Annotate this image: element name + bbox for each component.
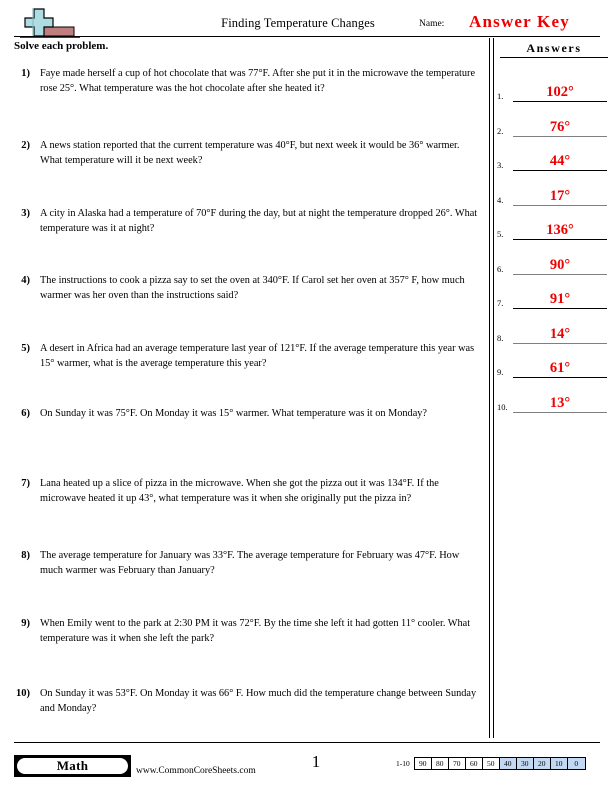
problem-number: 7) — [21, 478, 30, 489]
answers-heading: Answers — [500, 41, 608, 58]
problem-number: 6) — [21, 408, 30, 419]
answer-index: 8. — [497, 332, 504, 343]
answer-row — [497, 379, 609, 413]
problem-item — [14, 406, 480, 421]
problem-item — [14, 138, 480, 168]
grading-scale-cell: 50 — [483, 758, 500, 769]
problem-number: 9) — [21, 618, 30, 629]
answer-value: 17° — [549, 187, 571, 204]
answer-value: 13° — [549, 394, 571, 411]
answer-value: 90° — [549, 256, 571, 273]
grading-scale — [396, 757, 586, 770]
problem-item — [14, 686, 480, 716]
problem-text: A desert in Africa had an average temperature last year of 121°F. If the average temperature this year was 15° warmer, what is the average temperature this year? — [40, 343, 475, 369]
answer-value: 102° — [546, 84, 574, 100]
grading-scale-cell: 20 — [534, 758, 551, 769]
problem-number: 3) — [21, 208, 30, 219]
problem-item — [14, 616, 480, 646]
answer-index: 2. — [497, 125, 504, 136]
grading-scale-cell: 60 — [466, 758, 483, 769]
answer-key-stamp: Answer Key — [469, 12, 570, 31]
page-title: Finding Temperature Changes — [221, 16, 375, 30]
problem-text: Faye made herself a cup of hot chocolate that was 77°F. After she put it in the microwave the temperature rose 25°. What temperature was the hot chocolate after she heated it? — [40, 68, 476, 94]
footer-divider — [14, 742, 600, 743]
subject-badge-label: Math — [17, 758, 128, 774]
problem-number: 10) — [16, 688, 30, 699]
plus-bar-logo-icon — [20, 6, 90, 40]
page-number: 1 — [311, 752, 321, 771]
answer-index: 3. — [497, 160, 504, 170]
answer-row — [497, 68, 609, 102]
answer-row — [497, 241, 609, 275]
answer-index: 5. — [497, 229, 504, 239]
problem-number: 1) — [21, 68, 30, 79]
answer-row — [497, 344, 609, 378]
answer-value: 76° — [549, 118, 571, 135]
header-divider — [14, 36, 600, 37]
problem-item — [14, 341, 480, 371]
grading-scale-cell: 70 — [449, 758, 466, 769]
grading-scale-cell: 30 — [517, 758, 534, 769]
answer-row — [497, 172, 609, 206]
answer-row — [497, 103, 609, 137]
grading-scale-cell: 10 — [551, 758, 568, 769]
answer-value: 136° — [546, 222, 574, 238]
answer-index: 1. — [497, 91, 504, 101]
problem-item — [14, 66, 480, 96]
problem-item — [14, 476, 480, 506]
page-header — [14, 6, 600, 38]
problem-text: On Sunday it was 75°F. On Monday it was 15° warmer. What temperature was it on Monday? — [40, 408, 427, 419]
grading-scale-range: 1-10 — [396, 759, 410, 768]
problem-text: A news station reported that the current temperature was 40°F, but next week it would be 36° warmer. What temperature will it be next week? — [40, 140, 460, 166]
instructions-text: Solve each problem. — [14, 40, 109, 52]
answer-blank-line[interactable] — [513, 412, 607, 413]
answer-row — [497, 137, 609, 171]
answer-index: 6. — [497, 263, 504, 274]
problem-number: 4) — [21, 275, 30, 286]
grading-scale-cells — [414, 757, 586, 770]
grading-scale-cell: 0 — [568, 758, 585, 769]
answer-row — [497, 275, 609, 309]
problem-text: When Emily went to the park at 2:30 PM it was 72°F. By the time she left it had gotten 11° cooler. What temperature was it when she left the park? — [40, 618, 471, 644]
answer-value: 44° — [549, 153, 571, 169]
grading-scale-cell: 80 — [432, 758, 449, 769]
answer-index: 4. — [497, 194, 504, 205]
answer-index: 9. — [497, 367, 504, 377]
answer-value: 14° — [549, 325, 571, 342]
problem-item — [14, 548, 480, 578]
problem-text: On Sunday it was 53°F. On Monday it was 66° F. How much did the temperature change between Sunday and Monday? — [40, 688, 477, 714]
answer-index: 10. — [497, 401, 508, 412]
answer-row — [497, 206, 609, 240]
problem-text: A city in Alaska had a temperature of 70°F during the day, but at night the temperature dropped 26°. What temperature was it at night? — [40, 208, 478, 234]
problem-number: 2) — [21, 140, 30, 151]
problem-text: The instructions to cook a pizza say to set the oven at 340°F. If Carol set her oven at 357° F, how much warmer was her oven than the instructions said? — [40, 275, 465, 301]
problem-text: Lana heated up a slice of pizza in the microwave. When she got the pizza out it was 134°F. If the microwave heated it up 43°, what temperature was it when she originally put the pizza in? — [40, 478, 439, 504]
problem-item — [14, 206, 480, 236]
problem-text: The average temperature for January was 33°F. The average temperature for February was 47°F. How much warmer was February than January? — [40, 550, 460, 576]
answer-column-divider-inner — [493, 38, 494, 738]
problem-number: 5) — [21, 343, 30, 354]
name-label: Name: — [419, 19, 445, 29]
problem-item — [14, 273, 480, 303]
grading-scale-cell: 40 — [500, 758, 517, 769]
subject-badge — [14, 755, 131, 777]
answer-row — [497, 310, 609, 344]
answer-value: 91° — [549, 291, 571, 307]
answer-index: 7. — [497, 298, 504, 308]
grading-scale-cell: 90 — [415, 758, 432, 769]
problem-number: 8) — [21, 550, 30, 561]
website-url: www.CommonCoreSheets.com — [136, 766, 256, 776]
answer-column-divider-outer — [489, 38, 490, 738]
answer-value: 61° — [549, 360, 571, 376]
